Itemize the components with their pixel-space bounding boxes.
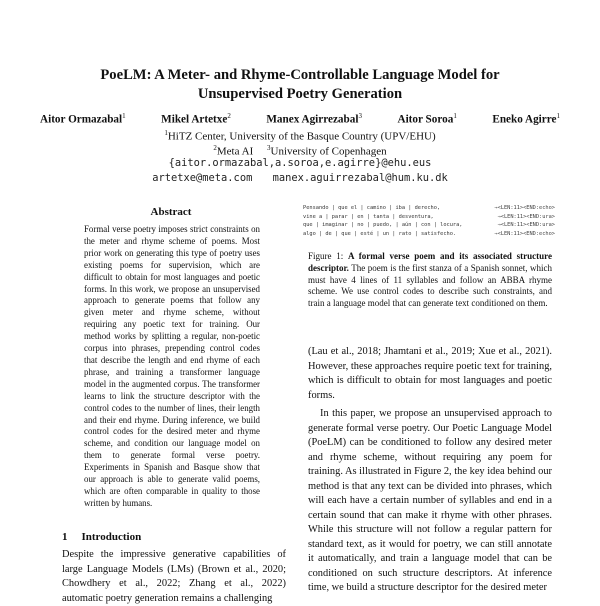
affiliation-line-2: $^2$Meta AI $^3$University of Copenhagen (213, 144, 387, 158)
author: Aitor Ormazabal$^1$ (40, 112, 126, 126)
affiliation-line-1: $^1$HiTZ Center, University of the Basque Country (UPV/EHU) (164, 129, 436, 143)
title-line-1: PoeLM: A Meter- and Rhyme-Controllable Language Model for (100, 67, 500, 83)
author: Mikel Artetxe$^2$ (161, 112, 231, 126)
email-line-1: {aitor.ormazabal,a.soroa,e.agirre}@ehu.eus (168, 157, 432, 169)
poem-line: que | imaginar | no | puedo, | aún | con | locura, →<LEN:11><END:ura> (303, 222, 555, 229)
author-list (40, 112, 560, 126)
author: Manex Agirrezabal$^3$ (266, 112, 362, 126)
author: Aitor Soroa$^1$ (397, 112, 457, 126)
section-heading-introduction (62, 531, 141, 543)
abstract-text: Formal verse poetry imposes strict constraints on the meter and rhyme scheme of poems. Most prior work on generating this type of poetry uses existing poems for supervision, which are difficult to obtain for most languages and poetic forms. In this work, we propose an unsupervised approach to generate poems that follow any given meter and rhyme scheme, without requiring any poetic text for training. Our method works by splitting a regular, non-poetic corpus into phrases, prepending control codes that describe the length and end rhyme of each phrase, and training a transformer language model in the augmented corpus. The transformer learns to link the structure descriptor with the control codes to the number of lines, their length and their end rhyme. During inference, we build control codes for the desired meter and rhyme scheme, and condition our language model on them to generate formal verse poetry. Experiments in Spanish and Basque show that our approach is able to generate valid poems, which are often comparable in quality to those written by humans. (84, 224, 260, 508)
author: Eneko Agirre$^1$ (492, 112, 560, 126)
email-artetxe: artetxe@meta.com (152, 172, 253, 184)
figure-1-poem (303, 204, 555, 238)
paper-title (40, 66, 560, 104)
poem-line: Pensando | que el | camino | iba | derecho, →<LEN:11><END:echo> (303, 205, 555, 211)
title-line-2: Unsupervised Poetry Generation (197, 86, 403, 102)
poem-line: algo | de | que | esté | un | rato | satisfecho. →<LEN:11><END:echo> (303, 230, 555, 237)
abstract-heading: Abstract (150, 206, 192, 218)
paragraph: In this paper, we propose an unsupervised approach to generate formal verse poetry. Our Poetic Language Model (PoeLM) can be conditioned to follow any desired meter and rhyme scheme, without requiring any poem for training. As illustrated in Figure 2, the key idea behind our method is that any text can be divided into phrases, which will each have a certain number of syllables and end in a certain sound that can make it rhyme with other phrases. While this structure will not follow a regular pattern for standard text, as it would for poetry, we can still annotate it automatically, and train a language model that can be conditioned on such structure descriptors. At inference time, we build a structure descriptor for the desired meter (308, 408, 552, 593)
poem-line: vine a | parar | en | tanta | desventura, →<LEN:11><END:ura> (303, 213, 555, 220)
introduction-text-left: Despite the impressive generative capabilities of large Language Models (LMs) (Brown et al., 2020; Chowdhery et al., 2022; Zhang et al., 2022) automatic poetry generation remains a challenging (62, 549, 286, 604)
section-title: Introduction (81, 531, 142, 543)
introduction-text-right (308, 345, 552, 596)
email-agirrezabal: manex.aguirrezabal@hum.ku.dk (272, 172, 448, 184)
email-line-2 (40, 172, 560, 184)
section-number: 1 (62, 531, 68, 543)
figure-1-caption: Figure 1: A formal verse poem and its associated structure descriptor. The poem is the first stanza of a Spanish sonnet, which must have 4 lines of 11 syllables and follow an ABBA rhyme scheme. We use control codes to describe such constraints, and train a language model that can generate text conditioned on them. (308, 251, 553, 309)
paragraph: (Lau et al., 2018; Jhamtani et al., 2019; Xue et al., 2021). However, these approaches require poetic text for training, which is difficult to obtain for most languages and poetic forms. (308, 346, 552, 401)
